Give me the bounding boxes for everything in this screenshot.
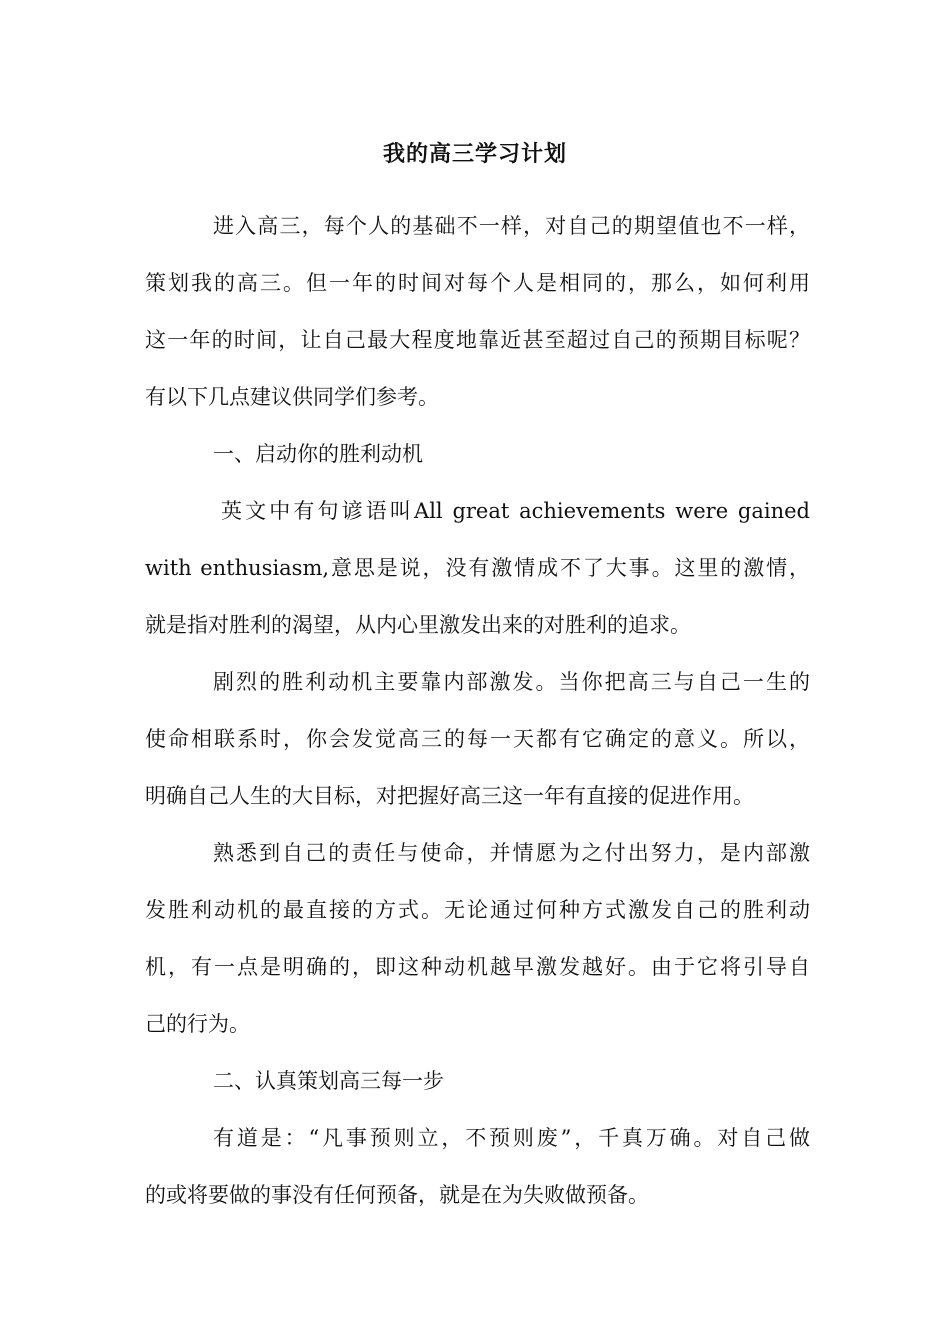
paragraph-line: 策划我的高三。但一年的时间对每个人是相同的，那么，如何利用 (145, 271, 810, 295)
paragraph-line: 有道是：“凡事预则立，不预则废”，千真万确。对自己做 (213, 1126, 810, 1150)
paragraph-line: 机，有一点是明确的，即这种动机越早激发越好。由于它将引导自 (145, 955, 810, 979)
paragraph-line: 明确自己人生的大目标，对把握好高三这一年有直接的促进作用。 (145, 784, 754, 808)
document-body (145, 198, 810, 1224)
paragraph-line: 英文中有句谚语叫All great achievements were gained (221, 499, 810, 523)
paragraph-line: 进入高三，每个人的基础不一样，对自己的期望值也不一样， (213, 214, 810, 238)
paragraph-line: 己的行为。 (145, 1012, 250, 1036)
document-title: 我的高三学习计划 (382, 141, 567, 167)
paragraph-line: with enthusiasm,意思是说，没有激情成不了大事。这里的激情， (145, 556, 810, 580)
paragraph-line: 这一年的时间，让自己最大程度地靠近甚至超过自己的预期目标呢？ (145, 328, 810, 352)
section-heading-2: 二、认真策划高三每一步 (213, 1069, 444, 1093)
section-heading-1: 一、启动你的胜利动机 (213, 442, 423, 466)
paragraph-line: 剧烈的胜利动机主要靠内部激发。当你把高三与自己一生的 (213, 670, 810, 694)
paragraph-line: 有以下几点建议供同学们参考。 (145, 385, 439, 409)
paragraph-line: 就是指对胜利的渴望，从内心里激发出来的对胜利的追求。 (145, 613, 691, 637)
paragraph-line: 发胜利动机的最直接的方式。无论通过何种方式激发自己的胜利动 (145, 898, 810, 922)
paragraph-line: 使命相联系时，你会发觉高三的每一天都有它确定的意义。所以， (145, 727, 810, 751)
paragraph-line: 熟悉到自己的责任与使命，并情愿为之付出努力，是内部激 (213, 841, 810, 865)
paragraph-line: 的或将要做的事没有任何预备，就是在为失败做预备。 (145, 1183, 649, 1207)
